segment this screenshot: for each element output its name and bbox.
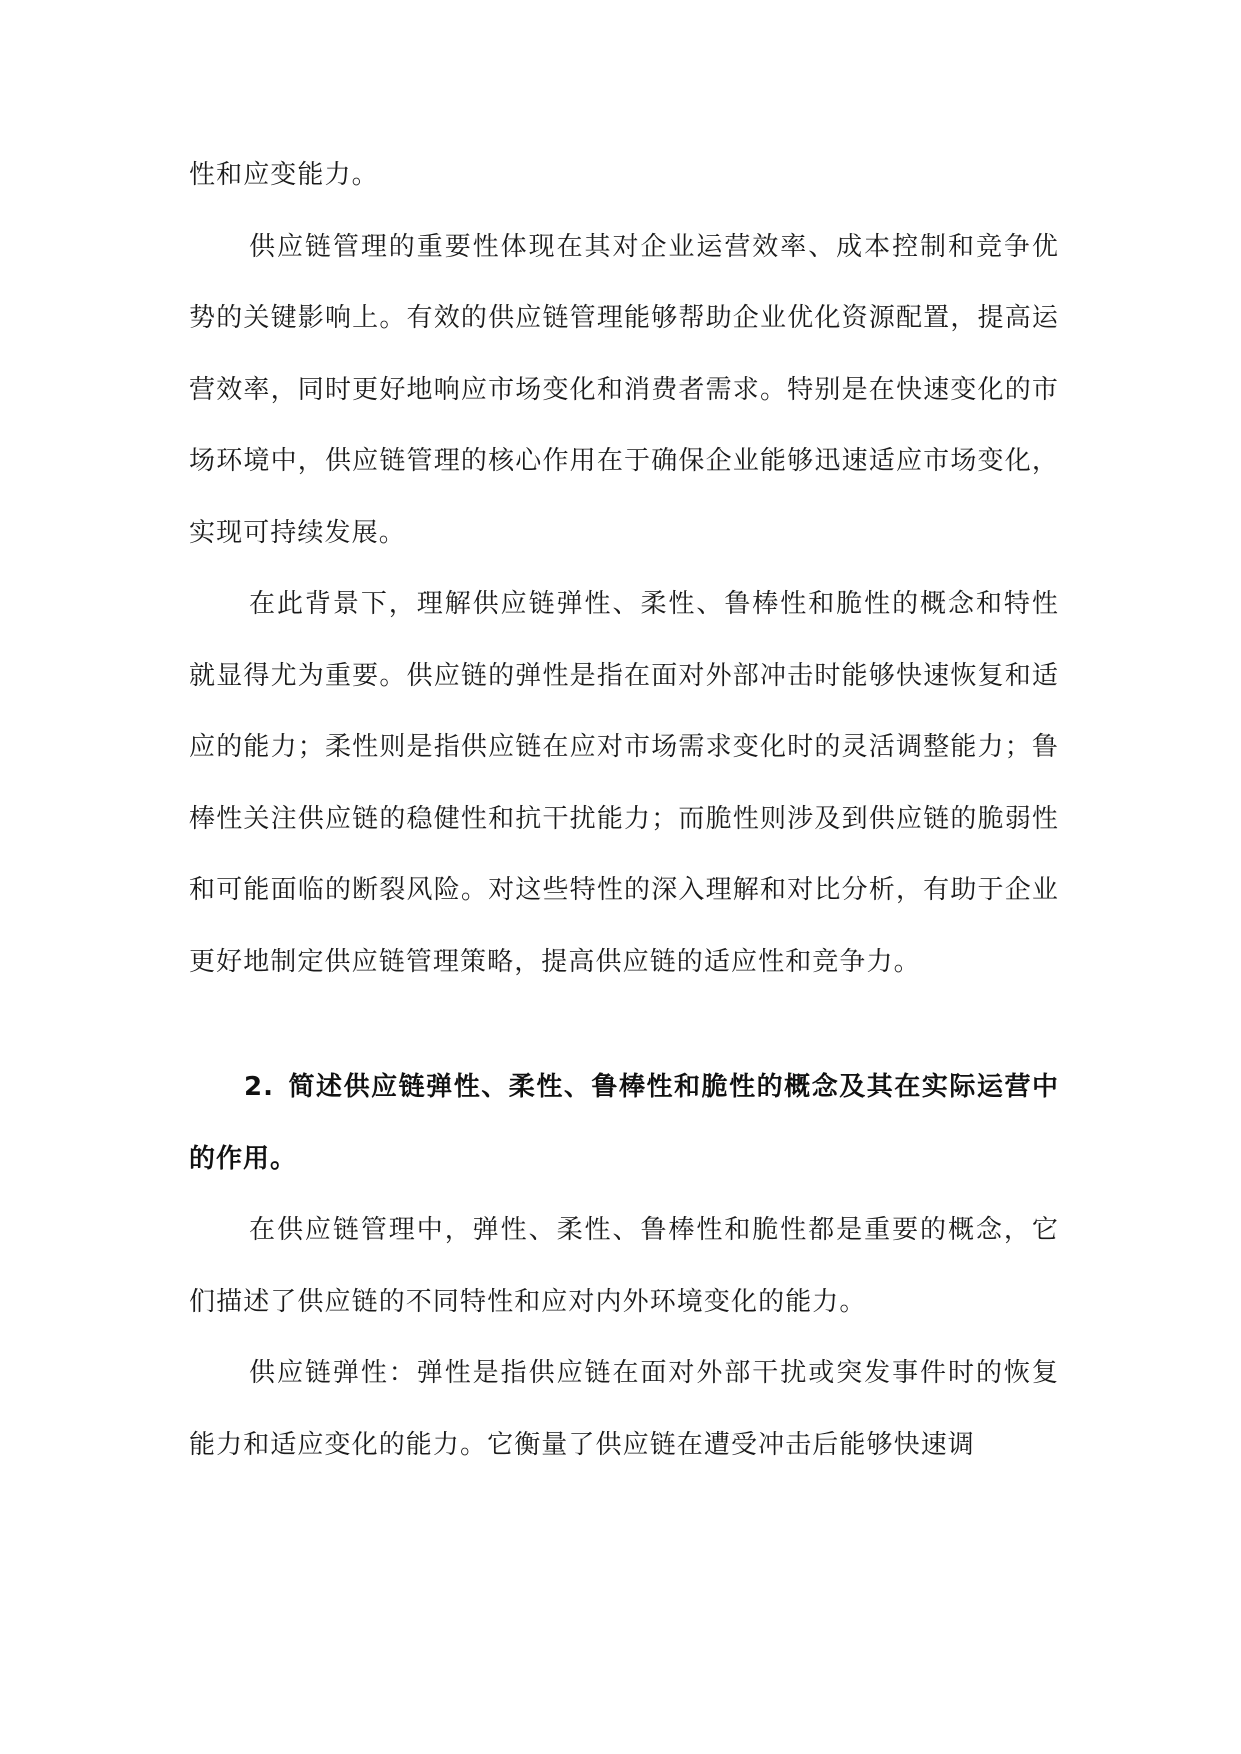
paragraph-importance: 供应链管理的重要性体现在其对企业运营效率、成本控制和竞争优势的关键影响上。有效的供应链管理能够帮助企业优化资源配置，提高运营效率，同时更好地响应市场变化和消费者需求。特别是在快速变化的市场环境中，供应链管理的核心作用在于确保企业能够迅速适应市场变化，实现可持续发展。 [189,231,1059,548]
section-heading-text: 简述供应链弹性、柔性、鲁棒性和脆性的概念及其在实际运营中的作用。 [189,1072,1059,1174]
paragraph-background: 在此背景下，理解供应链弹性、柔性、鲁棒性和脆性的概念和特性就显得尤为重要。供应链的弹性是指在面对外部冲击时能够快速恢复和适应的能力；柔性则是指供应链在应对市场需求变化时的灵活调整能力；鲁棒性关注供应链的稳健性和抗干扰能力；而脆性则涉及到供应链的脆弱性和可能面临的断裂风险。对这些特性的深入理解和对比分析，有助于企业更好地制定供应链管理策略，提高供应链的适应性和竞争力。 [189,589,1059,977]
paragraph-continuation: 性和应变能力。 [189,160,379,190]
section-heading [189,1052,1059,1195]
paragraph-resilience: 供应链弹性：弹性是指供应链在面对外部干扰或突发事件时的恢复能力和适应变化的能力。它衡量了供应链在遭受冲击后能够快速调 [189,1358,1059,1460]
section-heading-number: 2. [244,1072,274,1102]
paragraph-concepts-intro: 在供应链管理中，弹性、柔性、鲁棒性和脆性都是重要的概念，它们描述了供应链的不同特性和应对内外环境变化的能力。 [189,1215,1059,1317]
document-body [189,140,1059,1481]
